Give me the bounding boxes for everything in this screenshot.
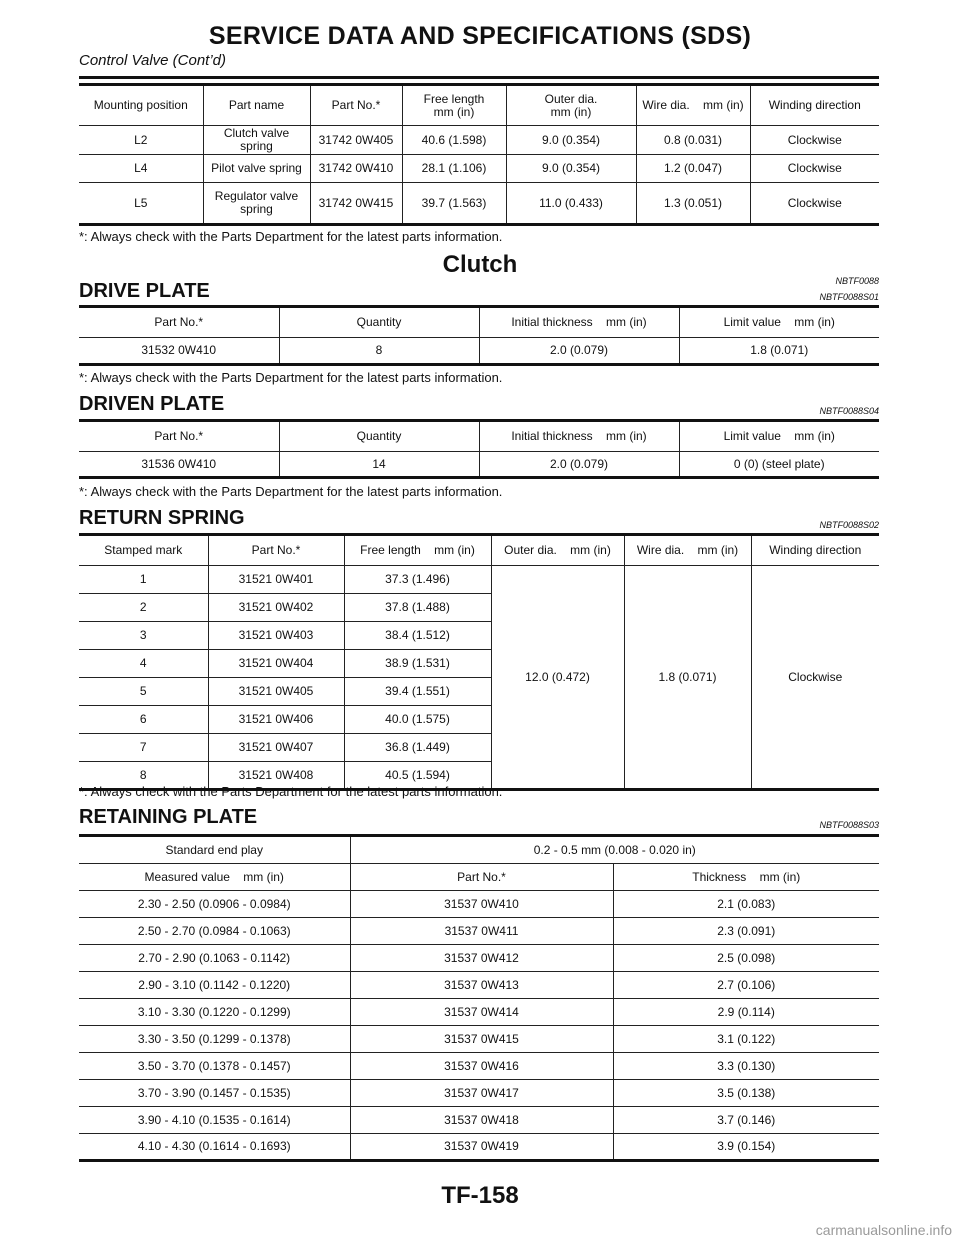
section-code: NBTF0088 — [835, 276, 879, 286]
table-row — [79, 945, 879, 972]
table-cell: 31537 0W419 — [350, 1134, 613, 1161]
table-cell: 31537 0W412 — [350, 945, 613, 972]
table-cell: 14 — [279, 452, 479, 478]
table-cell: 31521 0W408 — [208, 762, 344, 790]
table-row — [79, 836, 879, 864]
parts-note: *: Always check with the Parts Department for the latest parts information. — [79, 229, 503, 244]
header-cell: Quantity — [279, 307, 479, 338]
table-cell: 2.1 (0.083) — [613, 891, 879, 918]
table-cell: 1.8 (0.071) — [624, 566, 751, 790]
header-cell: Quantity — [279, 421, 479, 452]
table-header-row — [79, 307, 879, 338]
table-cell: 31536 0W410 — [79, 452, 279, 478]
header-cell: Stamped mark — [79, 535, 208, 566]
section-code: NBTF0088S01 — [819, 292, 879, 302]
end-play-value: 0.2 - 0.5 mm (0.008 - 0.020 in) — [350, 836, 879, 864]
header-cell: Outer dia. mm (in) — [491, 535, 624, 566]
table-row — [79, 338, 879, 365]
table-cell: 36.8 (1.449) — [344, 734, 491, 762]
table-cell: 38.9 (1.531) — [344, 650, 491, 678]
section-code: NBTF0088S04 — [819, 406, 879, 416]
table-cell: L4 — [79, 155, 203, 183]
table-row — [79, 155, 879, 183]
table-cell: 1 — [79, 566, 208, 594]
table-cell: 8 — [79, 762, 208, 790]
header-cell: Wire dia. mm (in) — [636, 85, 750, 126]
header-cell: Outer dia. mm (in) — [506, 85, 636, 126]
table-cell: L5 — [79, 183, 203, 225]
table-cell: 31537 0W417 — [350, 1080, 613, 1107]
header-cell: Winding direction — [750, 85, 879, 126]
table-cell: Clockwise — [750, 183, 879, 225]
table-cell: 31521 0W401 — [208, 566, 344, 594]
table-cell: 3.9 (0.154) — [613, 1134, 879, 1161]
table-cell: 39.4 (1.551) — [344, 678, 491, 706]
header-cell: Wire dia. mm (in) — [624, 535, 751, 566]
table-cell: 5 — [79, 678, 208, 706]
table-cell: 3.10 - 3.30 (0.1220 - 0.1299) — [79, 999, 350, 1026]
table-cell: 11.0 (0.433) — [506, 183, 636, 225]
header-cell: Free length mm (in) — [344, 535, 491, 566]
header-cell: Winding direction — [751, 535, 879, 566]
section-code: NBTF0088S02 — [819, 520, 879, 530]
table-cell: 31537 0W416 — [350, 1053, 613, 1080]
table-cell: 1.8 (0.071) — [679, 338, 879, 365]
retaining-plate-table — [79, 834, 879, 1162]
driven-plate-table — [79, 419, 879, 479]
header-cell: Limit value mm (in) — [679, 307, 879, 338]
return-spring-title: RETURN SPRING — [79, 507, 245, 529]
table-cell: 3.70 - 3.90 (0.1457 - 0.1535) — [79, 1080, 350, 1107]
table-row — [79, 918, 879, 945]
retaining-plate-title: RETAINING PLATE — [79, 806, 258, 828]
table-cell: 0 (0) (steel plate) — [679, 452, 879, 478]
table-cell: 3.30 - 3.50 (0.1299 - 0.1378) — [79, 1026, 350, 1053]
driven-plate-title: DRIVEN PLATE — [79, 393, 225, 415]
header-cell: Thickness mm (in) — [613, 864, 879, 891]
section-code: NBTF0088S03 — [819, 820, 879, 830]
table-cell: 31537 0W415 — [350, 1026, 613, 1053]
table-header-row — [79, 85, 879, 126]
return-spring-table — [79, 533, 879, 791]
page-number: TF-158 — [441, 1182, 519, 1209]
table-cell: 37.3 (1.496) — [344, 566, 491, 594]
table-row — [79, 1080, 879, 1107]
table-cell: 3.90 - 4.10 (0.1535 - 0.1614) — [79, 1107, 350, 1134]
parts-note: *: Always check with the Parts Department for the latest parts information. — [79, 370, 503, 385]
table-cell: 2.9 (0.114) — [613, 999, 879, 1026]
table-cell: 3.50 - 3.70 (0.1378 - 0.1457) — [79, 1053, 350, 1080]
table-cell: 2.3 (0.091) — [613, 918, 879, 945]
header-rule — [79, 76, 879, 79]
header-cell: Initial thickness mm (in) — [479, 421, 679, 452]
header-cell: Part No.* — [310, 85, 402, 126]
table-cell: 31742 0W405 — [310, 126, 402, 155]
table-cell: 31537 0W410 — [350, 891, 613, 918]
header-cell: Mounting position — [79, 85, 203, 126]
table-cell: 31521 0W402 — [208, 594, 344, 622]
table-cell: 3 — [79, 622, 208, 650]
header-cell: Part No.* — [79, 307, 279, 338]
header-cell: Part name — [203, 85, 310, 126]
table-cell: Clutch valve spring — [203, 126, 310, 155]
table-cell: 2.50 - 2.70 (0.0984 - 0.1063) — [79, 918, 350, 945]
table-cell: Regulator valve spring — [203, 183, 310, 225]
table-cell: 31537 0W413 — [350, 972, 613, 999]
header-cell: Initial thickness mm (in) — [479, 307, 679, 338]
table-cell: 2.70 - 2.90 (0.1063 - 0.1142) — [79, 945, 350, 972]
header-cell: Part No.* — [350, 864, 613, 891]
table-header-row — [79, 864, 879, 891]
drive-plate-table — [79, 305, 879, 366]
header-cell: Measured value mm (in) — [79, 864, 350, 891]
table-cell: 3.1 (0.122) — [613, 1026, 879, 1053]
table-cell: 31521 0W404 — [208, 650, 344, 678]
table-cell: 40.6 (1.598) — [402, 126, 506, 155]
table-cell: 2.7 (0.106) — [613, 972, 879, 999]
table-row — [79, 566, 879, 594]
table-cell: 1.2 (0.047) — [636, 155, 750, 183]
table-cell: 31742 0W415 — [310, 183, 402, 225]
table-header-row — [79, 421, 879, 452]
table-cell: 9.0 (0.354) — [506, 155, 636, 183]
table-row — [79, 972, 879, 999]
table-cell: 0.8 (0.031) — [636, 126, 750, 155]
table-cell: 31521 0W407 — [208, 734, 344, 762]
table-cell: 2.0 (0.079) — [479, 452, 679, 478]
table-row — [79, 183, 879, 225]
table-row — [79, 891, 879, 918]
header-cell: Part No.* — [208, 535, 344, 566]
table-cell: 31537 0W411 — [350, 918, 613, 945]
page-title: SERVICE DATA AND SPECIFICATIONS (SDS) — [208, 22, 752, 50]
table-cell: L2 — [79, 126, 203, 155]
table-row — [79, 1026, 879, 1053]
table-cell: Clockwise — [750, 126, 879, 155]
table-cell: 2.30 - 2.50 (0.0906 - 0.0984) — [79, 891, 350, 918]
table-cell: 37.8 (1.488) — [344, 594, 491, 622]
table-cell: 9.0 (0.354) — [506, 126, 636, 155]
drive-plate-title: DRIVE PLATE — [79, 280, 210, 302]
header-cell: Part No.* — [79, 421, 279, 452]
table-cell: 40.5 (1.594) — [344, 762, 491, 790]
table-cell: 2.5 (0.098) — [613, 945, 879, 972]
table-cell: 39.7 (1.563) — [402, 183, 506, 225]
table-cell: 4 — [79, 650, 208, 678]
table-cell: Clockwise — [750, 155, 879, 183]
table-cell: 31742 0W410 — [310, 155, 402, 183]
parts-note: *: Always check with the Parts Department for the latest parts information. — [79, 484, 503, 499]
table-cell: 40.0 (1.575) — [344, 706, 491, 734]
table-cell: 3.5 (0.138) — [613, 1080, 879, 1107]
table-cell: 1.3 (0.051) — [636, 183, 750, 225]
table-cell: 12.0 (0.472) — [491, 566, 624, 790]
table-row — [79, 452, 879, 478]
clutch-title: Clutch — [442, 251, 518, 278]
table-cell: 3.3 (0.130) — [613, 1053, 879, 1080]
table-row — [79, 1053, 879, 1080]
table-cell: 31537 0W418 — [350, 1107, 613, 1134]
header-cell: Free length mm (in) — [402, 85, 506, 126]
table-cell: 38.4 (1.512) — [344, 622, 491, 650]
header-cell: Limit value mm (in) — [679, 421, 879, 452]
table-row — [79, 1134, 879, 1161]
end-play-label: Standard end play — [79, 836, 350, 864]
table-cell: 28.1 (1.106) — [402, 155, 506, 183]
table-cell: 2.90 - 3.10 (0.1142 - 0.1220) — [79, 972, 350, 999]
table-row — [79, 126, 879, 155]
watermark: carmanualsonline.info — [815, 1222, 952, 1238]
table-cell: 31521 0W406 — [208, 706, 344, 734]
table-row — [79, 999, 879, 1026]
table-cell: 31521 0W403 — [208, 622, 344, 650]
table-cell: 31521 0W405 — [208, 678, 344, 706]
table-cell: 7 — [79, 734, 208, 762]
control-valve-table — [79, 83, 879, 226]
table-cell: 3.7 (0.146) — [613, 1107, 879, 1134]
table-cell: Pilot valve spring — [203, 155, 310, 183]
table-row — [79, 1107, 879, 1134]
table-cell: 4.10 - 4.30 (0.1614 - 0.1693) — [79, 1134, 350, 1161]
table-cell: 31532 0W410 — [79, 338, 279, 365]
page-subtitle: Control Valve (Cont’d) — [79, 52, 227, 69]
table-cell: 8 — [279, 338, 479, 365]
table-header-row — [79, 535, 879, 566]
parts-note: *: Always check with the Parts Department for the latest parts information. — [79, 784, 503, 799]
table-cell: 31537 0W414 — [350, 999, 613, 1026]
table-cell: 6 — [79, 706, 208, 734]
table-cell: 2.0 (0.079) — [479, 338, 679, 365]
table-cell: Clockwise — [751, 566, 879, 790]
table-cell: 2 — [79, 594, 208, 622]
